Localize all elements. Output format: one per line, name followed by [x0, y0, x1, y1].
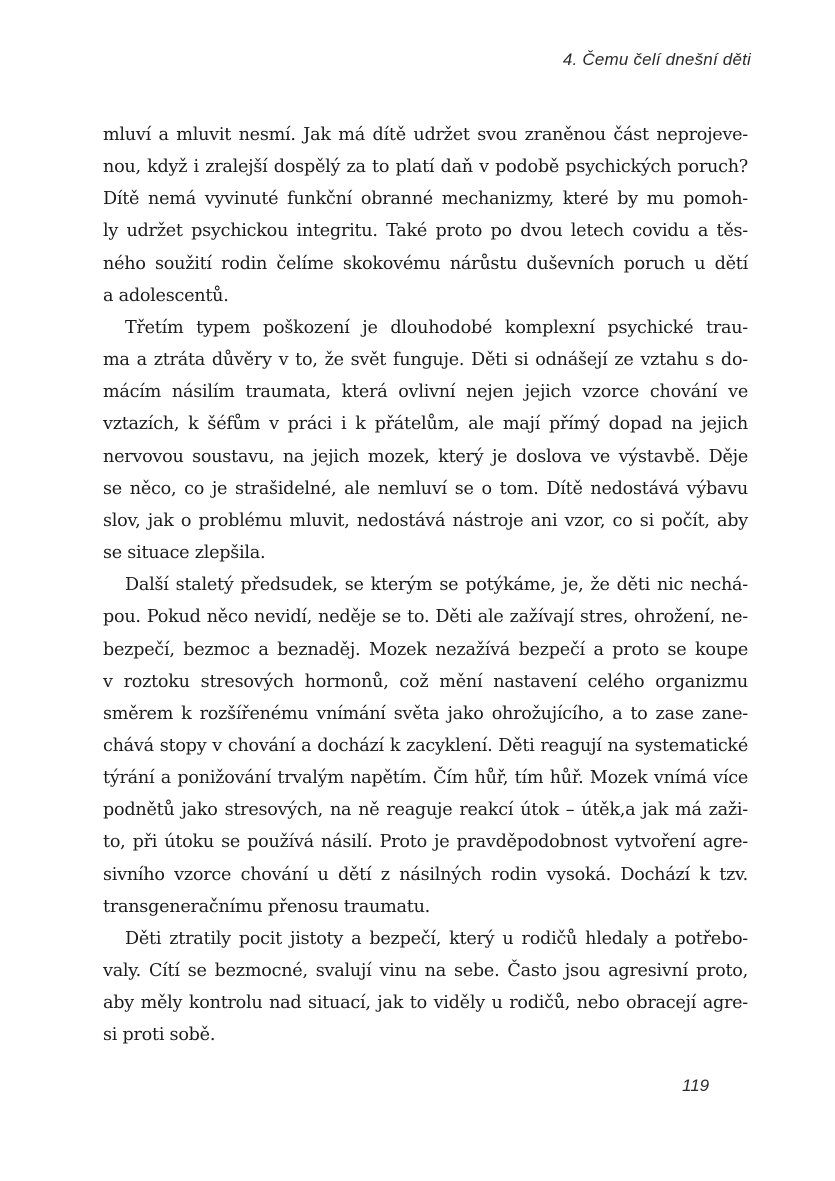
- paragraph-3: [103, 569, 748, 923]
- text-line: nervovou soustavu, na jejich mozek, který je doslova ve výstavbě. Děje: [103, 446, 748, 467]
- paragraph-1: [103, 119, 748, 312]
- text-line: Dítě nemá vyvinuté funkční obranné mechanizmy, které by mu pomoh-: [103, 189, 748, 210]
- text-line: to, při útoku se používá násilí. Proto je pravděpodobnost vytvoření agre-: [103, 832, 748, 853]
- paragraph-4: [103, 923, 748, 1052]
- text-line: Děti ztratily pocit jistoty a bezpečí, který u rodičů hledaly a potřebo-: [125, 928, 748, 949]
- text-line: a adolescentů.: [103, 285, 229, 306]
- text-line: podnětů jako stresových, na ně reaguje reakcí útok – útěk,a jak má zaži-: [103, 800, 748, 821]
- text-line: pou. Pokud něco nevidí, neděje se to. Děti ale zažívají stres, ohrožení, ne-: [103, 607, 748, 628]
- text-line: vztazích, k šéfům v práci i k přátelům, ale mají přímý dopad na jejich: [103, 414, 748, 435]
- text-line: se něco, co je strašidelné, ale nemluví se o tom. Dítě nedostává výbavu: [103, 478, 748, 499]
- text-line: transgeneračnímu přenosu traumatu.: [103, 896, 430, 917]
- paragraph-2: [103, 312, 748, 569]
- text-line: si proti sobě.: [103, 1025, 216, 1046]
- text-line: slov, jak o problému mluvit, nedostává nástroje ani vzor, co si počít, aby: [103, 510, 748, 531]
- page-number: 119: [682, 1076, 710, 1095]
- running-header: 4. Čemu čelí dnešní děti: [562, 50, 751, 69]
- text-line: valy. Cítí se bezmocné, svalují vinu na sebe. Často jsou agresivní proto,: [103, 961, 748, 982]
- text-line: týrání a ponižování trvalým napětím. Čím hůř, tím hůř. Mozek vnímá více: [103, 768, 748, 789]
- text-line: ného soužití rodin čelíme skokovému nárůstu duševních poruch u dětí: [103, 253, 748, 274]
- text-line: ma a ztráta důvěry v to, že svět funguje. Děti si odnášejí ze vztahu s do-: [103, 350, 748, 371]
- text-line: chává stopy v chování a dochází k zacyklení. Děti reagují na systematické: [103, 735, 748, 756]
- text-line: aby měly kontrolu nad situací, jak to viděly u rodičů, nebo obracejí agre-: [103, 993, 748, 1014]
- text-line: ly udržet psychickou integritu. Také proto po dvou letech covidu a těs-: [103, 221, 748, 242]
- text-line: Další staletý předsudek, se kterým se potýkáme, je, že děti nic nechá-: [125, 575, 748, 596]
- text-line: Třetím typem poškození je dlouhodobé komplexní psychické trau-: [125, 317, 748, 338]
- text-line: mácím násilím traumata, která ovlivní nejen jejich vzorce chování ve: [103, 382, 748, 403]
- text-line: sivního vzorce chování u dětí z násilných rodin vysoká. Dochází k tzv.: [103, 864, 748, 885]
- text-line: nou, když i zralejší dospělý za to platí daň v podobě psychických poruch?: [103, 157, 748, 178]
- body-text: [103, 119, 748, 1052]
- text-line: mluví a mluvit nesmí. Jak má dítě udržet svou zraněnou část neprojeve-: [103, 125, 748, 145]
- text-line: směrem k rozšířenému vnímání světa jako ohrožujícího, a to zase zane-: [103, 703, 748, 724]
- text-line: se situace zlepšila.: [103, 543, 266, 564]
- text-line: v roztoku stresových hormonů, což mění nastavení celého organizmu: [103, 671, 748, 692]
- text-line: bezpečí, bezmoc a beznaděj. Mozek nezažívá bezpečí a proto se koupe: [103, 639, 748, 660]
